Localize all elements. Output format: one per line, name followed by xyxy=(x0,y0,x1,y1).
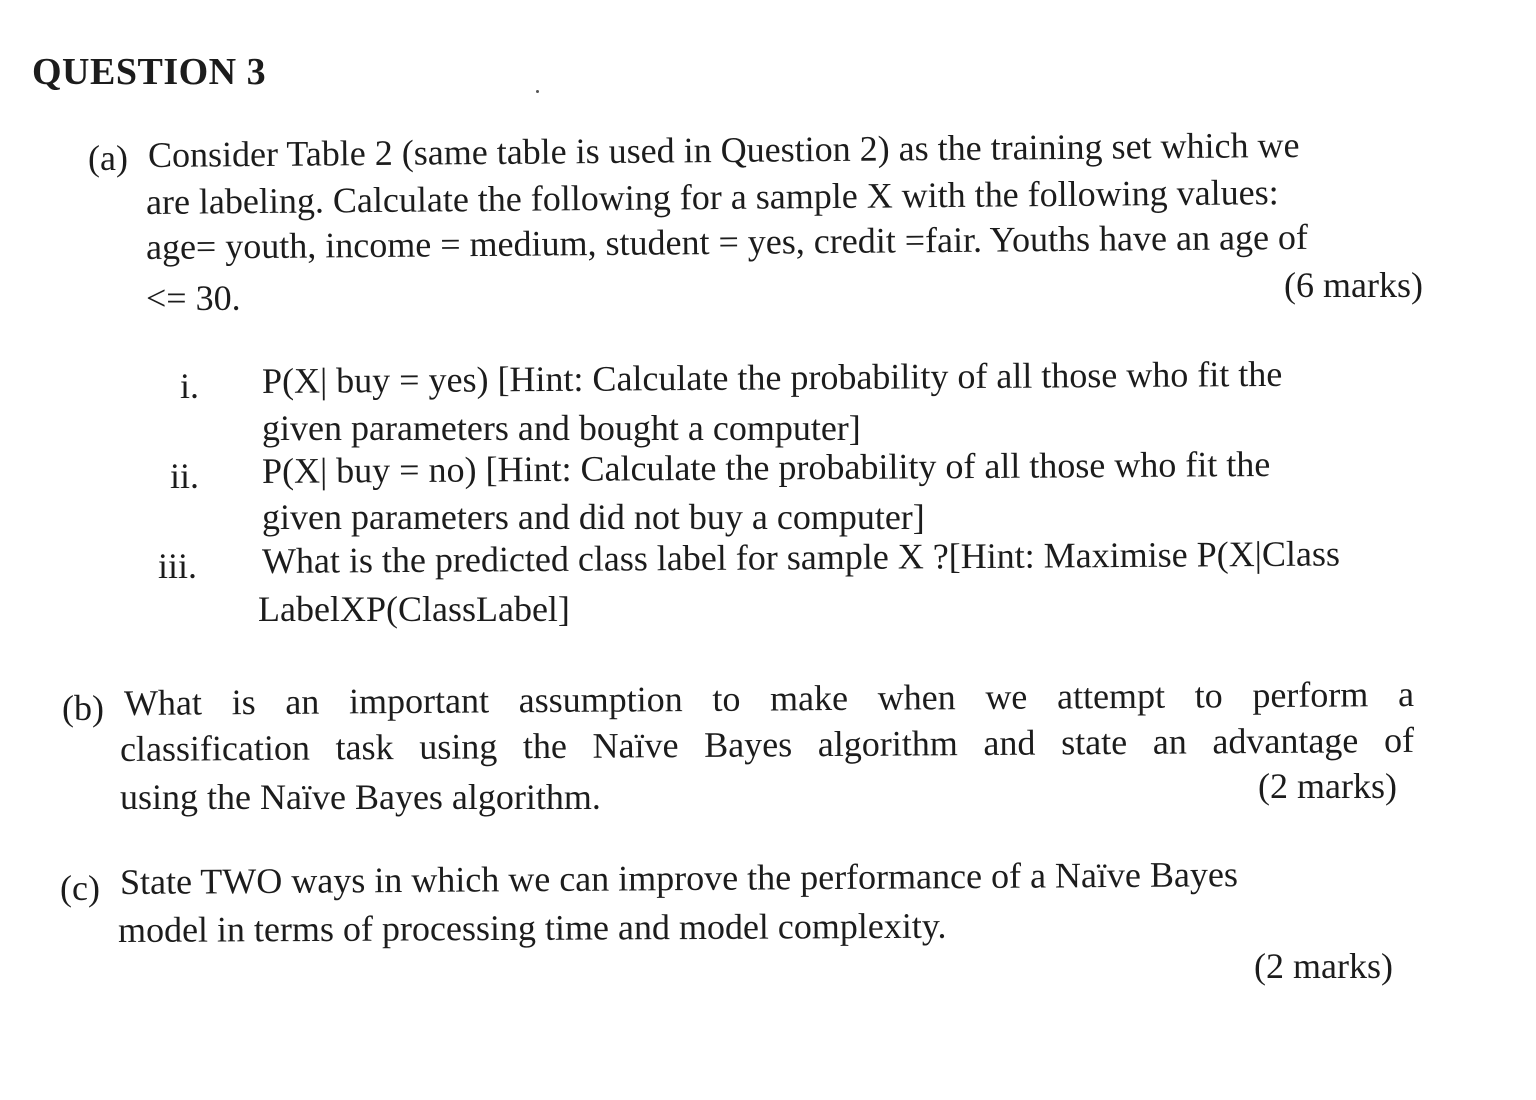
item-numeral: iii. xyxy=(158,546,198,586)
item-line-2: given parameters and bought a computer] xyxy=(262,408,861,448)
item-line-1: P(X| buy = yes) [Hint: Calculate the probability of all those who fit the xyxy=(261,353,1283,401)
part-b-label: (b) xyxy=(62,688,104,728)
part-b-line-1: What is an important assumption to make when we attempt to perform a xyxy=(123,673,1415,723)
part-c-line-2: model in terms of processing time and model complexity. xyxy=(117,905,947,950)
part-a-marks: (6 marks) xyxy=(1284,265,1423,305)
item-line-1: P(X| buy = no) [Hint: Calculate the probability of all those who fit the xyxy=(261,443,1271,491)
item-line-2: given parameters and did not buy a computer] xyxy=(262,497,925,537)
item-line-2: LabelXP(ClassLabel] xyxy=(258,589,570,629)
scan-speck xyxy=(536,90,539,93)
part-b-line-2: classification task using the Naïve Bayes algorithm and state an advantage of xyxy=(119,719,1415,769)
part-c-marks: (2 marks) xyxy=(1254,946,1393,986)
part-a-line-4: <= 30. xyxy=(146,278,241,318)
item-line-1: What is the predicted class label for sample X ?[Hint: Maximise P(X|Class xyxy=(261,533,1341,581)
part-c-line-1: State TWO ways in which we can improve the performance of a Naïve Bayes xyxy=(119,854,1239,902)
item-numeral: i. xyxy=(180,366,200,406)
part-b-line-3: using the Naïve Bayes algorithm. xyxy=(120,777,601,817)
part-c-label: (c) xyxy=(60,868,100,908)
part-b-marks: (2 marks) xyxy=(1258,766,1397,806)
part-a-label: (a) xyxy=(88,138,128,178)
part-a-line-3: age= youth, income = medium, student = yes, credit =fair. Youths have an age of xyxy=(145,216,1309,267)
item-numeral: ii. xyxy=(170,456,200,496)
part-a-line-1: Consider Table 2 (same table is used in Question 2) as the training set which we xyxy=(147,124,1300,175)
question-title: QUESTION 3 xyxy=(32,51,267,93)
part-a-line-2: are labeling. Calculate the following for a sample X with the following values: xyxy=(145,172,1279,222)
